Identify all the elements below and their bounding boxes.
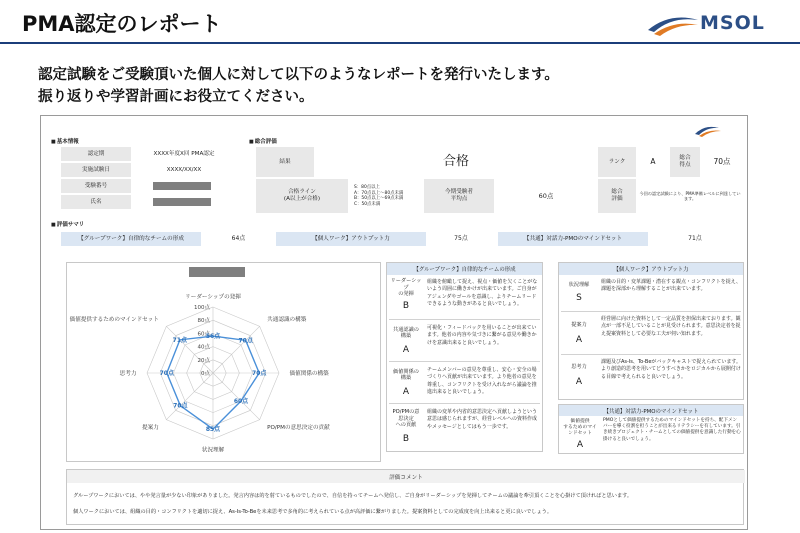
common-panel [558, 404, 744, 454]
summary-common-score: 71点 [648, 232, 742, 246]
radar-value-label: 71点 [172, 336, 188, 344]
individual-row-grade: S [576, 293, 582, 303]
summary-group-label: 【グループワーク】自律的なチームの形成 [61, 232, 201, 246]
radar-value-label: 85点 [205, 426, 221, 434]
group-row-divider [389, 319, 540, 320]
result-value: 合格 [316, 147, 596, 177]
comment-line-2: 個人ワークにおいては、組織の目的・コンフリクトを適切に捉え、As-Is-To-Beを未来思考で多角的に考えられている点が高評価に繋がりました。提案資料としての完成度を向上出来ると更に良いでしょう。 [73, 509, 553, 515]
report-logo-icon [691, 122, 731, 140]
summary-individual-score: 75点 [426, 232, 496, 246]
group-row-grade: A [402, 387, 410, 397]
group-row-text: 可視化・フィードバックを用いることが出来ています。他者の内容や気づきに繋がる意見や働きかけを意識出来ると良いでしょう。 [427, 325, 537, 346]
radar-tick-label: 80点 [197, 318, 210, 325]
individual-row-label: 思考力 [571, 363, 587, 370]
passline-text: S：80点以上 A：70点以上～80点未満 B：50点以上～69点未満 C：50点未満 [350, 179, 422, 213]
group-row-label: 価値関係の 構築 [393, 368, 419, 381]
logo-text: MSOL [700, 12, 765, 34]
radar-axis-label: リーダーシップの発揮 [185, 294, 241, 301]
group-row-label: 共通認識の 構築 [393, 326, 419, 339]
total-score-label: 総合 得点 [670, 147, 700, 177]
individual-row-grade: A [575, 335, 583, 345]
common-row-label: 価値提供 するためのマイ ンドセット [563, 419, 597, 436]
group-row-text: チームメンバーの意見を尊重し、安心・安全の場づくりへ貢献が出来ています。より他者の意見を尊重し、コンフリクトを受け入れながら議論を推進出来ると良いでしょう。 [427, 367, 537, 395]
radar-tick-label: 0点 [201, 371, 210, 377]
exam-date-label: 実施試験日 [61, 163, 131, 177]
individual-row-label: 提案力 [571, 321, 587, 328]
radar-axis-label: 価値関係の構築 [289, 371, 329, 377]
group-row-grade: B [402, 434, 410, 444]
summary-individual-label: 【個人ワーク】アウトプット力 [276, 232, 426, 246]
radar-value-label: 70点 [252, 370, 267, 377]
group-work-panel [386, 262, 543, 452]
comment-line-1: グループワークにおいては、やや発言量が少ない印象がありました。発言内容は的を射ているものでしたので、自信を持ってチームへ発信し、ご自身がリーダーシップを発揮してチームの議論を牽引頂くことを心掛けて頂ければと思います。 [73, 493, 633, 499]
radar-value-label: 60点 [233, 398, 249, 406]
exam-period-label: 認定期 [61, 147, 131, 161]
average-score-value: 60点 [496, 179, 596, 213]
group-row-text: 組織の変革や内省的意思決定へ貢献しようという意思は感じられますが、経営レベルへの資料作成やメッセージとしてはもう一歩です。 [427, 409, 538, 430]
radar-tick-label: 40点 [197, 344, 210, 351]
exam-date-value: XXXX/XX/XX [133, 163, 235, 177]
exam-number-label: 受験番号 [61, 179, 131, 193]
group-row-divider [389, 361, 540, 362]
group-row-grade: B [402, 301, 410, 311]
total-score-value: 70点 [702, 147, 742, 177]
individual-row-text: 経営層に向けた資料として一定品質を担保出来ております。観点が一部不足していることが見受けられます。意思決定者を捉え提案資料として必要な工夫が伺い知れます。 [601, 316, 741, 337]
comment-title: 評価コメント [67, 470, 745, 483]
group-row-text: 組織を俯瞰して捉え、視点・価値を欠くことがないよう周囲に働きかけが出来ています。ご自身がアジェンダやゴールを意識し、よりチームリードできるような動きがあると良いでしょう。 [427, 279, 538, 307]
comment-box [66, 469, 744, 525]
common-row-text: PMOとして価値提供するためのマインドセットを持ち、配下メンバーを導く役割を担うことが出来るリテラシーを有しています。引き続きプロジェクト・チームとしての価値提供を意識した行動を心掛けると良いでしょう。 [603, 418, 741, 442]
radar-axis-label: 共通認識の構築 [267, 316, 307, 323]
slide-title: PMA認定のレポート [22, 12, 222, 36]
summary-group-score: 64点 [201, 232, 276, 246]
individual-row-divider [561, 311, 741, 312]
radar-tick-label: 60点 [197, 331, 210, 338]
individual-row-divider [561, 354, 741, 355]
exam-number-redacted [153, 182, 211, 190]
rank-label: ランク [598, 147, 636, 177]
group-row-grade: A [402, 345, 410, 355]
lead-text-1: 認定試験をご受験頂いた個人に対して以下のようなレポートを発行いたします。 [38, 67, 559, 83]
lead-text-2: 振り返りや学習計画にお役立てください。 [38, 89, 314, 105]
title-divider [0, 42, 800, 44]
individual-work-panel [558, 262, 744, 400]
individual-row-label: 状況理解 [568, 281, 590, 288]
radar-value-label: 70点 [238, 337, 253, 345]
common-row-grade: A [576, 440, 584, 450]
group-row-label: PO/PMの意 思決定 への貢献 [392, 409, 420, 429]
summary-label: ■ 評価サマリ [51, 220, 84, 228]
radar-axis-label: 思考力 [119, 371, 137, 377]
name-redacted [153, 198, 211, 206]
individual-row-text: 組織の目的・変革課題・潜在する観点・コンフリクトを捉え、課題を深部から理解することが出来ています。 [601, 279, 742, 293]
radar-tick-label: 100点 [194, 305, 210, 311]
individual-row-text: 課題及びAs-Is、To-Beがバックキャストで捉えられています。より創造的思考を用いてどうすべきかをロジカルから展開付ける目線で考えられると良いでしょう。 [601, 359, 742, 380]
radar-axis-label: 提案力 [142, 425, 159, 432]
radar-axis-label: 状況理解 [201, 447, 225, 454]
overall-eval-text: 今回の認定試験により、PMA準備レベルに到達しています。 [638, 179, 742, 213]
common-panel-title: 【共通】対話力-PMOのマインドセット [559, 405, 743, 416]
radar-axis-label: 価値提供するためのマインドセット [69, 316, 159, 323]
overall-eval-sub-label: 総合 評価 [598, 179, 636, 213]
radar-axis-label: PO/PMの意思決定の貢献 [267, 425, 330, 432]
average-score-label: 今期受験者 平均点 [424, 179, 494, 213]
individual-panel-title: 【個人ワーク】アウトプット力 [559, 263, 743, 275]
report-sheet [40, 115, 748, 530]
radar-chart [67, 263, 382, 463]
group-row-divider [389, 403, 540, 404]
result-label: 結果 [256, 147, 314, 177]
radar-chart-box [66, 262, 381, 462]
radar-value-label: 56点 [205, 333, 221, 341]
summary-common-label: 【共通】対話力-PMOのマインドセット [498, 232, 648, 246]
radar-tick-label: 20点 [197, 357, 210, 364]
group-row-label: リーダーシップ の発揮 [390, 278, 422, 298]
rank-value: A [638, 147, 668, 177]
exam-period-value: XXXX年度X回 PMA認定 [133, 147, 235, 161]
radar-value-label: 70点 [159, 370, 174, 377]
name-label: 氏名 [61, 195, 131, 209]
radar-value-label: 70点 [173, 402, 188, 410]
individual-row-grade: A [575, 377, 583, 387]
passline-label: 合格ライン (A以上が合格) [256, 179, 348, 213]
overall-eval-label: ■ 総合評価 [249, 137, 277, 145]
group-panel-title: 【グループワーク】自律的なチームの形成 [387, 263, 542, 275]
basic-info-label: ■ 基本情報 [51, 137, 79, 145]
